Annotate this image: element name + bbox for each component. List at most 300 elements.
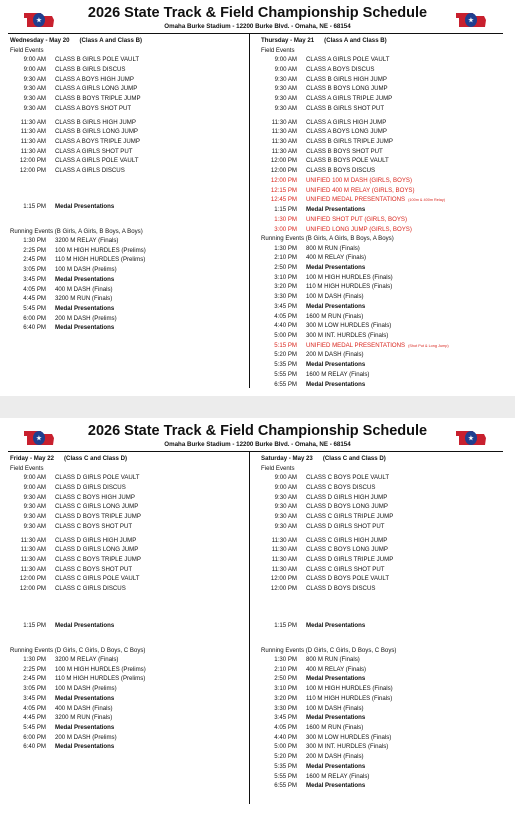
- event-name-cell: [55, 704, 113, 714]
- day-header: [10, 36, 248, 46]
- event-time: 3:45 PM: [274, 302, 297, 310]
- event-time: 9:30 AM: [23, 513, 46, 521]
- event-row: [261, 733, 499, 743]
- unified-event-row: [261, 176, 499, 186]
- event-time: 9:30 AM: [274, 513, 297, 521]
- event-name: 3200 M RUN (Finals): [55, 295, 113, 303]
- event-time: 9:30 AM: [274, 493, 297, 501]
- event-row: [10, 665, 248, 675]
- event-time: 3:45 PM: [23, 694, 46, 702]
- event-name-cell: [306, 684, 393, 694]
- event-name-cell: [55, 255, 145, 265]
- event-row: [10, 565, 248, 575]
- event-row: [10, 483, 248, 493]
- event-name: Medal Presentations: [55, 202, 115, 210]
- event-name-cell: [55, 574, 139, 584]
- event-name-cell: [306, 522, 384, 532]
- event-time: 5:55 PM: [274, 772, 297, 780]
- event-name: CLASS B GIRLS SHOT PUT: [306, 104, 385, 112]
- event-row: [261, 331, 499, 341]
- row-spacer: [10, 594, 248, 621]
- event-name: 800 M RUN (Finals): [306, 244, 360, 252]
- event-name: CLASS A BOYS DISCUS: [306, 66, 375, 74]
- event-name-cell: [306, 621, 365, 631]
- event-name: CLASS A GIRLS TRIPLE JUMP: [306, 95, 393, 103]
- event-row: [10, 314, 248, 324]
- event-name-cell: [55, 246, 146, 256]
- event-name: CLASS C GIRLS DISCUS: [55, 585, 126, 593]
- event-name-cell: [306, 483, 375, 493]
- medal-presentation-row: [261, 302, 499, 312]
- event-row: [261, 312, 499, 322]
- event-time: 5:00 PM: [274, 743, 297, 751]
- nsaa-logo-icon: [455, 427, 487, 447]
- event-time: 6:55 PM: [274, 782, 297, 790]
- event-name: 1600 M RELAY (Finals): [306, 772, 370, 780]
- event-name-cell: [55, 156, 138, 166]
- event-row: [261, 273, 499, 283]
- event-row: [10, 147, 248, 157]
- event-name-cell: [306, 370, 369, 380]
- event-name: Medal Presentations: [55, 723, 115, 731]
- unified-event-row: [261, 225, 499, 235]
- event-name: Medal Presentations: [306, 762, 366, 770]
- event-row: [10, 84, 248, 94]
- event-name-cell: [55, 55, 139, 65]
- event-row: [261, 253, 499, 263]
- event-row: [10, 265, 248, 275]
- event-name: 3200 M RUN (Finals): [55, 714, 113, 722]
- event-name: CLASS B GIRLS LONG JUMP: [55, 128, 138, 136]
- event-name: UNIFIED MEDAL PRESENTATIONS: [306, 196, 406, 204]
- event-name: Medal Presentations: [306, 675, 366, 683]
- svg-text:★: ★: [468, 18, 474, 24]
- event-time: 3:10 PM: [274, 273, 297, 281]
- event-name-cell: [55, 584, 126, 594]
- event-name: Medal Presentations: [306, 621, 366, 629]
- event-name-cell: [306, 555, 393, 565]
- event-name: 110 M HIGH HURDLES (Prelims): [55, 675, 146, 683]
- event-name-cell: [306, 75, 387, 85]
- unified-event-row: [261, 186, 499, 196]
- event-name: 110 M HIGH HURDLES (Finals): [306, 283, 393, 291]
- section-heading: Field Events: [261, 465, 295, 472]
- event-time: 4:05 PM: [274, 312, 297, 320]
- event-row: [261, 584, 499, 594]
- event-name-cell: [306, 762, 365, 772]
- event-name-cell: [306, 360, 365, 370]
- event-name: Medal Presentations: [306, 206, 366, 214]
- event-time: 5:45 PM: [23, 723, 46, 731]
- event-row: [261, 473, 499, 483]
- event-name-cell: [306, 752, 364, 762]
- event-row: [10, 246, 248, 256]
- event-row: [261, 694, 499, 704]
- event-row: [10, 55, 248, 65]
- event-row: [261, 55, 499, 65]
- event-row: [261, 118, 499, 128]
- event-name: CLASS B GIRLS DISCUS: [55, 66, 126, 74]
- event-name: CLASS D BOYS LONG JUMP: [306, 503, 388, 511]
- event-name: CLASS C BOYS SHOT PUT: [55, 522, 133, 530]
- event-time: 12:00 PM: [270, 585, 297, 593]
- day-column-saturday: [261, 454, 499, 791]
- event-row: [261, 742, 499, 752]
- event-time: 9:30 AM: [274, 85, 297, 93]
- event-time: 1:15 PM: [274, 621, 297, 629]
- event-name-cell: [55, 694, 114, 704]
- event-name-cell: [306, 205, 365, 215]
- event-row: [261, 104, 499, 114]
- event-name: CLASS B GIRLS HIGH JUMP: [55, 118, 136, 126]
- event-row: [10, 137, 248, 147]
- event-row: [10, 255, 248, 265]
- event-time: 11:30 AM: [20, 536, 46, 544]
- event-name-cell: [306, 104, 384, 114]
- event-name-cell: [306, 244, 360, 254]
- event-name: CLASS A GIRLS LONG JUMP: [55, 85, 138, 93]
- event-row: [10, 512, 248, 522]
- event-name: CLASS B BOYS DISCUS: [306, 167, 376, 175]
- medal-presentation-row: [10, 621, 248, 631]
- event-name-cell: [55, 665, 146, 675]
- event-time: 2:10 PM: [274, 665, 297, 673]
- page-separator: [0, 396, 515, 418]
- event-name: 800 M RUN (Finals): [306, 655, 360, 663]
- event-row: [10, 733, 248, 743]
- event-note: (Shot Put & Long Jump): [408, 343, 449, 348]
- event-name: 3200 M RELAY (Finals): [55, 655, 119, 663]
- event-name-cell: [306, 263, 365, 273]
- event-name-cell: [55, 565, 132, 575]
- event-row: [10, 555, 248, 565]
- event-name-cell: [55, 723, 114, 733]
- event-name-cell: [306, 512, 393, 522]
- event-name: CLASS B GIRLS TRIPLE JUMP: [306, 138, 393, 146]
- event-name: 1600 M RUN (Finals): [306, 312, 364, 320]
- event-time: 2:50 PM: [274, 263, 297, 271]
- event-time: 12:00 PM: [19, 575, 46, 583]
- event-name: 200 M DASH (Finals): [306, 753, 364, 761]
- event-row: [10, 704, 248, 714]
- event-name-cell: [55, 536, 136, 546]
- section-heading: Running Events (B Girls, A Girls, B Boys, A Boys): [10, 227, 143, 235]
- medal-presentation-row: [10, 275, 248, 285]
- class-label: (Class A and Class B): [324, 37, 387, 44]
- event-name-cell: [306, 655, 360, 665]
- event-name-cell: [55, 684, 117, 694]
- event-name-cell: [306, 215, 407, 225]
- event-time: 11:30 AM: [271, 536, 297, 544]
- event-name-cell: [306, 723, 363, 733]
- event-name-cell: [306, 350, 364, 360]
- event-time: 12:00 PM: [270, 157, 297, 165]
- event-name-cell: [306, 225, 412, 235]
- event-name-cell: [306, 781, 365, 791]
- event-name: 100 M DASH (Prelims): [55, 685, 117, 693]
- day-label: Friday - May 22: [10, 455, 55, 462]
- event-name-cell: [55, 265, 117, 275]
- event-time: 9:30 AM: [23, 493, 46, 501]
- event-row: [10, 536, 248, 546]
- event-row: [261, 370, 499, 380]
- event-row: [10, 584, 248, 594]
- event-time: 11:30 AM: [20, 546, 46, 554]
- event-time: 2:25 PM: [23, 665, 46, 673]
- event-row: [10, 118, 248, 128]
- event-time: 3:05 PM: [23, 266, 46, 274]
- event-row: [10, 684, 248, 694]
- event-time: 9:30 AM: [23, 75, 46, 83]
- medal-presentation-row: [10, 742, 248, 752]
- event-name-cell: [306, 282, 392, 292]
- event-name: 100 M DASH (Prelims): [55, 266, 117, 274]
- event-time: 12:00 PM: [270, 167, 297, 175]
- event-time: 1:15 PM: [23, 202, 46, 210]
- page-header: [0, 418, 515, 452]
- event-name-cell: [55, 545, 138, 555]
- event-name: 200 M DASH (Prelims): [55, 314, 117, 322]
- event-time: 12:00 PM: [19, 157, 46, 165]
- event-name-cell: [55, 94, 141, 104]
- event-name-cell: [306, 772, 369, 782]
- event-name-cell: [306, 253, 366, 263]
- event-time: 9:30 AM: [274, 75, 297, 83]
- event-row: [261, 94, 499, 104]
- event-row: [10, 94, 248, 104]
- event-name-cell: [306, 502, 388, 512]
- event-name: CLASS B GIRLS POLE VAULT: [55, 56, 140, 64]
- event-time: 1:15 PM: [274, 206, 297, 214]
- event-time: 12:00 PM: [270, 176, 297, 184]
- event-name-cell: [55, 323, 114, 333]
- event-row: [261, 282, 499, 292]
- event-name: CLASS A BOYS TRIPLE JUMP: [55, 138, 140, 146]
- event-name: CLASS A BOYS HIGH JUMP: [55, 75, 134, 83]
- section-heading: Field Events: [261, 47, 295, 54]
- event-name: CLASS C GIRLS HIGH JUMP: [306, 536, 388, 544]
- event-row: [10, 502, 248, 512]
- event-name-cell: [306, 176, 412, 186]
- event-row: [10, 75, 248, 85]
- day-label: Thursday - May 21: [261, 37, 315, 44]
- event-row: [10, 655, 248, 665]
- event-name: CLASS C GIRLS SHOT PUT: [306, 565, 385, 573]
- event-time: 5:20 PM: [274, 351, 297, 359]
- event-name-cell: [306, 137, 393, 147]
- event-time: 1:30 PM: [23, 236, 46, 244]
- event-time: 1:30 PM: [274, 655, 297, 663]
- event-time: 6:40 PM: [23, 743, 46, 751]
- event-name: CLASS C BOYS DISCUS: [306, 484, 376, 492]
- event-row: [261, 350, 499, 360]
- event-time: 6:40 PM: [23, 324, 46, 332]
- event-row: [10, 285, 248, 295]
- event-time: 11:30 AM: [20, 128, 46, 136]
- medal-presentation-row: [10, 323, 248, 333]
- event-name: Medal Presentations: [306, 782, 366, 790]
- event-time: 5:00 PM: [274, 332, 297, 339]
- page-title: 2026 State Track & Field Championship Schedule: [87, 423, 428, 439]
- event-time: 12:00 PM: [19, 167, 46, 175]
- event-time: 5:35 PM: [274, 361, 297, 369]
- day-label: Wednesday - May 20: [10, 37, 70, 44]
- event-time: 2:45 PM: [23, 256, 46, 264]
- event-name: CLASS A GIRLS DISCUS: [55, 167, 125, 175]
- event-row: [261, 493, 499, 503]
- event-name-cell: [55, 137, 140, 147]
- medal-presentation-row: [10, 202, 248, 212]
- event-time: 2:45 PM: [23, 675, 46, 683]
- event-name: 400 M RELAY (Finals): [306, 254, 367, 262]
- event-name: CLASS D GIRLS DISCUS: [55, 484, 126, 492]
- event-row: [10, 493, 248, 503]
- event-time: 9:30 AM: [274, 522, 297, 530]
- event-name: Medal Presentations: [306, 714, 366, 722]
- event-row: [261, 65, 499, 75]
- event-row: [261, 512, 499, 522]
- row-spacer: [10, 631, 248, 646]
- event-time: 12:00 PM: [270, 575, 297, 583]
- event-time: 9:00 AM: [23, 474, 46, 482]
- event-time: 3:20 PM: [274, 283, 297, 291]
- event-row: [261, 522, 499, 532]
- section-heading: Running Events (B Girls, A Girls, B Boys, A Boys): [261, 235, 394, 243]
- event-time: 9:00 AM: [23, 484, 46, 492]
- event-row: [10, 127, 248, 137]
- event-name-cell: [306, 321, 391, 331]
- event-name-cell: [55, 655, 118, 665]
- event-row: [261, 84, 499, 94]
- event-row: [261, 321, 499, 331]
- event-name-cell: [55, 473, 139, 483]
- event-name: 100 M DASH (Finals): [306, 704, 364, 712]
- svg-text:★: ★: [36, 436, 42, 442]
- event-name: CLASS D BOYS DISCUS: [306, 585, 376, 593]
- event-name: CLASS D BOYS POLE VAULT: [306, 575, 390, 583]
- event-row: [10, 166, 248, 176]
- event-row: [10, 294, 248, 304]
- event-name-cell: [306, 147, 383, 157]
- event-name-cell: [306, 127, 387, 137]
- event-name-cell: [306, 380, 365, 390]
- event-row: [261, 565, 499, 575]
- event-time: 5:35 PM: [274, 762, 297, 770]
- event-name-cell: [55, 202, 114, 212]
- event-row: [261, 292, 499, 302]
- event-name: CLASS D GIRLS SHOT PUT: [306, 522, 385, 530]
- event-name-cell: [306, 302, 365, 312]
- event-time: 4:40 PM: [274, 733, 297, 741]
- event-name-cell: [306, 545, 388, 555]
- section-heading: Field Events: [10, 465, 44, 472]
- event-time: 11:30 AM: [271, 147, 297, 155]
- header-rule: [8, 451, 503, 452]
- event-name: CLASS C GIRLS POLE VAULT: [55, 575, 140, 583]
- event-name-cell: [55, 118, 136, 128]
- event-name: CLASS D BOYS TRIPLE JUMP: [55, 513, 141, 521]
- event-time: 11:30 AM: [20, 147, 46, 155]
- event-name-cell: [55, 65, 125, 75]
- event-name: 200 M DASH (Prelims): [55, 733, 117, 741]
- column-divider: [249, 452, 250, 804]
- column-divider: [249, 34, 250, 388]
- event-name: 110 M HIGH HURDLES (Prelims): [55, 256, 146, 264]
- event-name: 3200 M RELAY (Finals): [55, 236, 119, 244]
- event-name: CLASS C GIRLS LONG JUMP: [55, 503, 139, 511]
- event-row: [10, 65, 248, 75]
- event-name: Medal Presentations: [306, 263, 366, 271]
- page-title: 2026 State Track & Field Championship Schedule: [87, 5, 428, 21]
- event-name-cell: [306, 665, 366, 675]
- day-header: [261, 454, 499, 464]
- event-time: 2:50 PM: [274, 675, 297, 683]
- event-name: CLASS D GIRLS LONG JUMP: [55, 546, 139, 554]
- medal-presentation-row: [10, 304, 248, 314]
- class-label: (Class C and Class D): [64, 455, 128, 462]
- event-name: CLASS B GIRLS HIGH JUMP: [306, 75, 387, 83]
- event-time: 4:05 PM: [274, 723, 297, 731]
- event-time: 2:10 PM: [274, 254, 297, 262]
- event-name: CLASS D GIRLS HIGH JUMP: [55, 536, 137, 544]
- event-name: UNIFIED MEDAL PRESENTATIONS: [306, 341, 406, 349]
- event-name-cell: [306, 733, 391, 743]
- event-name-cell: [55, 483, 126, 493]
- event-name-cell: [306, 331, 388, 341]
- event-name-cell: [55, 294, 112, 304]
- event-name: CLASS A GIRLS HIGH JUMP: [306, 118, 387, 126]
- event-time: 11:30 AM: [271, 565, 297, 573]
- event-row: [261, 684, 499, 694]
- event-name: CLASS B BOYS LONG JUMP: [306, 85, 388, 93]
- event-row: [261, 502, 499, 512]
- event-name-cell: [55, 304, 114, 314]
- event-note: (100m & 400m Relay): [408, 198, 446, 203]
- event-time: 11:30 AM: [271, 138, 297, 146]
- event-time: 9:30 AM: [23, 85, 46, 93]
- event-name-cell: [55, 512, 141, 522]
- event-name-cell: [55, 104, 131, 114]
- event-name-cell: [306, 186, 414, 196]
- event-row: [261, 147, 499, 157]
- event-name: CLASS B BOYS TRIPLE JUMP: [55, 95, 141, 103]
- event-name-cell: [306, 312, 363, 322]
- class-label: (Class A and Class B): [79, 37, 143, 44]
- unified-event-row: [261, 195, 499, 205]
- event-time: 9:30 AM: [23, 522, 46, 530]
- medal-presentation-row: [261, 380, 499, 390]
- day-column-thursday: [261, 36, 499, 389]
- header-rule: [8, 33, 503, 34]
- event-row: [10, 713, 248, 723]
- schedule-page-2: [0, 418, 515, 813]
- event-time: 11:30 AM: [20, 556, 46, 564]
- event-row: [10, 156, 248, 166]
- event-name: 300 M INT. HURDLES (Finals): [306, 332, 389, 339]
- event-time: 9:00 AM: [274, 66, 297, 74]
- event-row: [10, 674, 248, 684]
- event-time: 12:15 PM: [270, 186, 297, 194]
- svg-text:★: ★: [468, 436, 474, 442]
- event-time: 9:00 AM: [274, 484, 297, 492]
- event-time: 9:30 AM: [23, 104, 46, 112]
- medal-presentation-row: [261, 713, 499, 723]
- event-name-cell: [306, 584, 375, 594]
- event-name-cell: [55, 285, 113, 295]
- event-time: 3:45 PM: [274, 714, 297, 722]
- event-time: 9:00 AM: [274, 474, 297, 482]
- event-row: [261, 244, 499, 254]
